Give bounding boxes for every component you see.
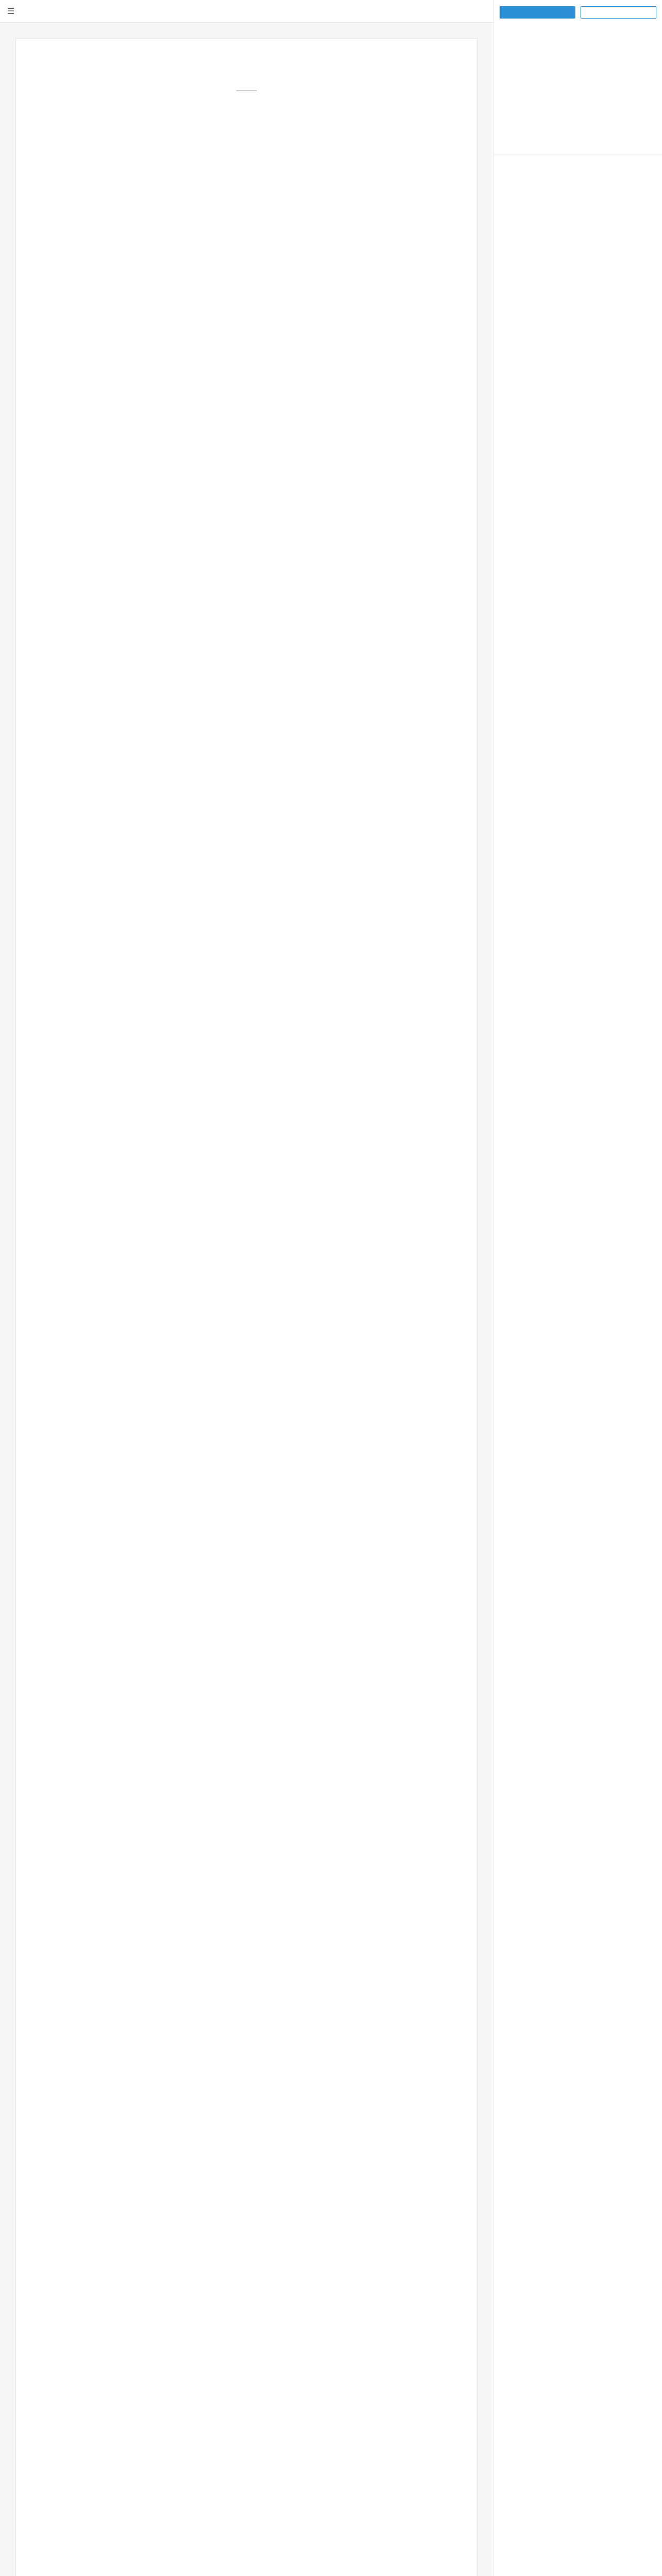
sidebar-actions — [500, 6, 656, 19]
review-button[interactable] — [500, 6, 575, 19]
header-left — [0, 6, 493, 16]
sidebar — [493, 0, 662, 2576]
sidebar-meta — [493, 155, 662, 160]
follow-button[interactable] — [581, 6, 656, 19]
sidebar-header — [493, 0, 662, 19]
title-divider — [236, 90, 257, 91]
episode-nav — [0, 23, 493, 35]
reading-area — [0, 23, 493, 2576]
menu-icon[interactable]: ☰ — [7, 6, 15, 16]
episode-page — [15, 38, 477, 2576]
